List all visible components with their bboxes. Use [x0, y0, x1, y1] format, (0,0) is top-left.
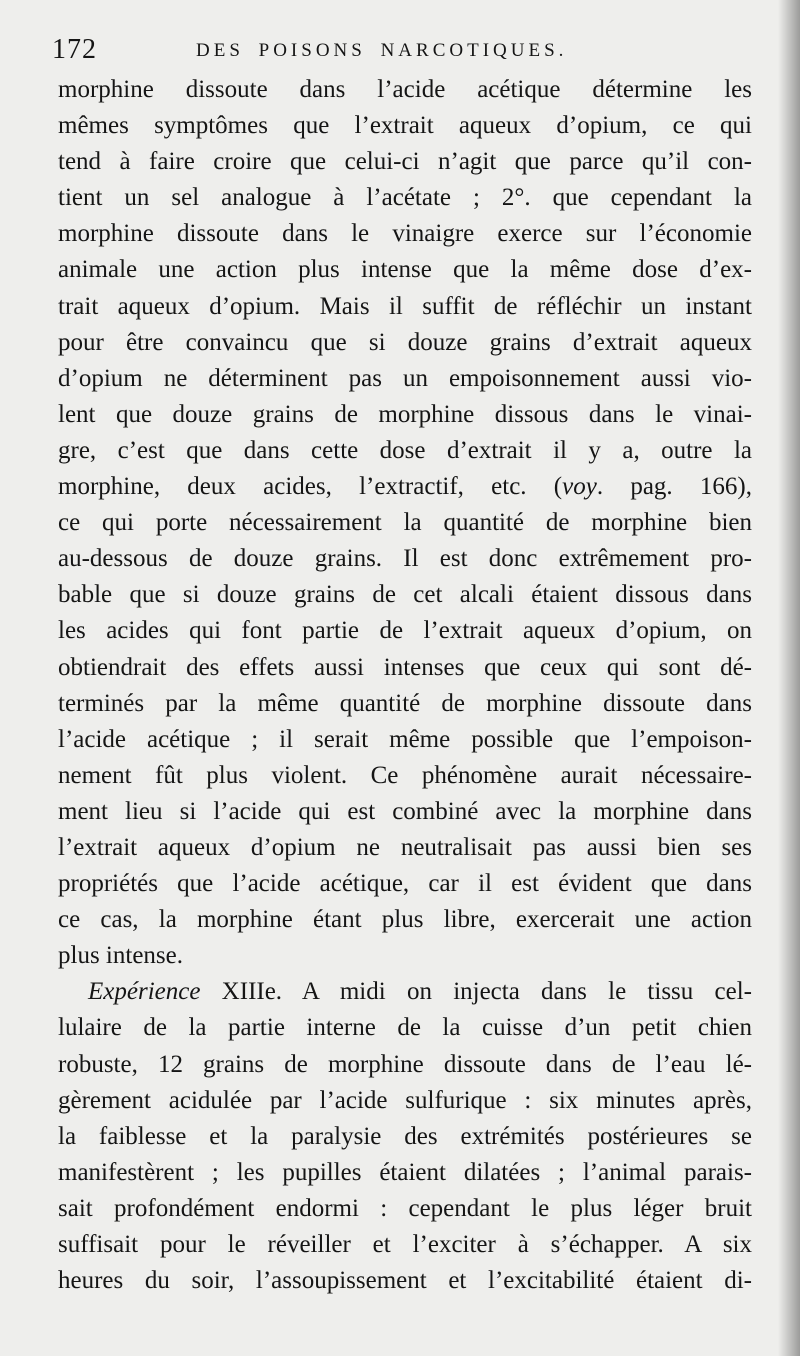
text-line: tient un sel analogue à l’acétate ; 2°. que cependant la	[58, 184, 752, 212]
text-line: nement fût plus violent. Ce phénomène aurait nécessaire-	[58, 761, 752, 789]
text-line: heures du soir, l’assoupissement et l’excitabilité étaient di-	[58, 1267, 752, 1295]
text-line: suffisait pour le réveiller et l’exciter à s’échapper. A six	[58, 1231, 752, 1258]
running-title: DES POISONS NARCOTIQUES.	[196, 40, 568, 61]
text-segment: morphine, deux acides, l’extractif, etc. (	[58, 473, 563, 501]
page-header	[52, 34, 752, 70]
text-line: tend à faire croire que celui-ci n’agit que parce qu’il con-	[58, 148, 752, 176]
text-line: gèrement acidulée par l’acide sulfurique : six minutes après,	[58, 1086, 752, 1114]
text-line: morphine dissoute dans le vinaigre exerce sur l’économie	[58, 220, 752, 248]
text-line: trait aqueux d’opium. Mais il suffit de réfléchir un instant	[58, 292, 752, 320]
text-segment: XIIIe. A midi on injecta dans le tissu cel-	[200, 978, 752, 1006]
italic-abbreviation: voy	[562, 473, 597, 501]
paragraph-last-line: plus intense.	[58, 942, 183, 970]
text-line: robuste, 12 grains de morphine dissoute dans de l’eau lé-	[58, 1050, 752, 1078]
text-line: gre, c’est que dans cette dose d’extrait il y a, outre la	[58, 436, 752, 464]
body-text	[58, 72, 752, 1299]
text-line: pour être convaincu que si douze grains d’extrait aqueux	[58, 328, 752, 356]
text-line: d’opium ne déterminent pas un empoisonnement aussi vio-	[58, 364, 752, 392]
text-line: ce qui porte nécessairement la quantité de morphine bien	[58, 509, 752, 537]
text-line: terminés par la même quantité de morphine dissoute dans	[58, 689, 752, 717]
text-line: l’extrait aqueux d’opium ne neutralisait pas aussi bien ses	[58, 833, 752, 861]
text-line: animale une action plus intense que la même dose d’ex-	[58, 256, 752, 284]
text-line	[58, 469, 752, 505]
text-line: au-dessous de douze grains. Il est donc extrêmement pro-	[58, 545, 752, 573]
text-line: lent que douze grains de morphine dissous dans le vinai-	[58, 400, 752, 428]
text-line: l’acide acétique ; il serait même possible que l’empoison-	[58, 725, 752, 753]
text-line: les acides qui font partie de l’extrait aqueux d’opium, on	[58, 617, 752, 645]
text-line: la faiblesse et la paralysie des extrémités postérieures se	[58, 1122, 752, 1150]
page-number: 172	[52, 34, 97, 65]
text-line: lulaire de la partie interne de la cuisse d’un petit chien	[58, 1014, 752, 1042]
text-line: bable que si douze grains de cet alcali étaient dissous dans	[58, 581, 752, 609]
text-line	[58, 974, 752, 1010]
text-line: sait profondément endormi : cependant le plus léger bruit	[58, 1194, 752, 1222]
text-line: mêmes symptômes que l’extrait aqueux d’opium, ce qui	[58, 112, 752, 140]
experiment-label: Expérience	[88, 978, 201, 1006]
text-segment: . pag. 166),	[596, 473, 752, 501]
text-line: morphine dissoute dans l’acide acétique détermine les	[58, 76, 752, 103]
text-line: propriétés que l’acide acétique, car il est évident que dans	[58, 870, 752, 898]
text-line: obtiendrait des effets aussi intenses que ceux qui sont dé-	[58, 653, 752, 681]
text-line: ce cas, la morphine étant plus libre, exercerait une action	[58, 906, 752, 934]
text-line: manifestèrent ; les pupilles étaient dilatées ; l’animal parais-	[58, 1158, 752, 1186]
text-line: ment lieu si l’acide qui est combiné avec la morphine dans	[58, 797, 752, 825]
